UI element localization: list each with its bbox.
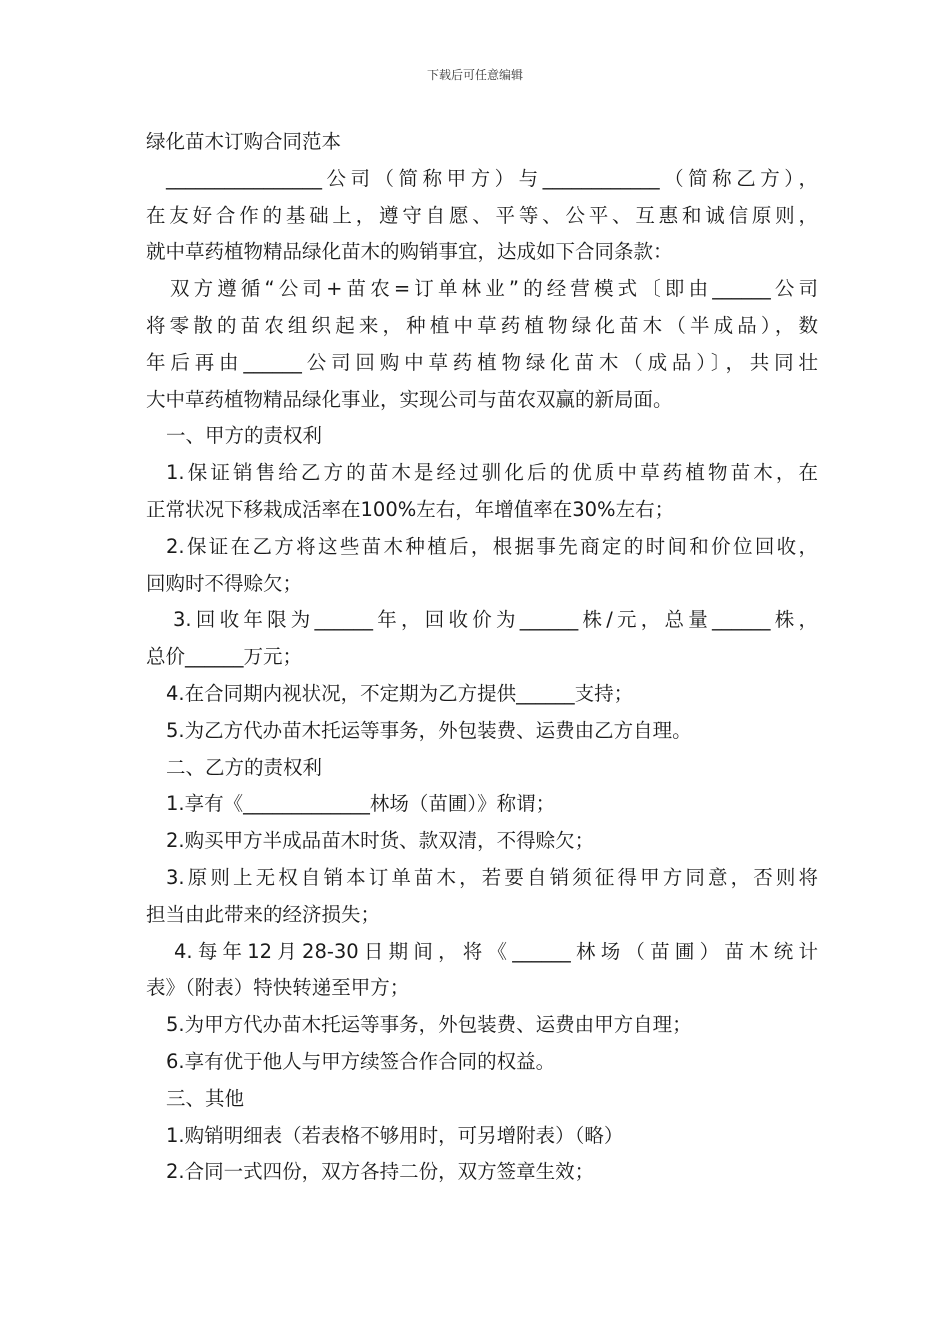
clause-line: 5.为乙方代办苗木托运等事务，外包装费、运费由乙方自理。 xyxy=(166,718,692,742)
section-heading: 一、甲方的责权利 xyxy=(166,424,323,448)
party-line: ________________公司（简称甲方）与____________（简称乙方）， xyxy=(166,166,818,190)
clause-line: 5.为甲方代办苗木托运等事务，外包装费、运费由甲方自理； xyxy=(166,1013,692,1037)
text-line: 双方遵循“公司+苗农=订单林业”的经营模式〔即由______公司 xyxy=(170,277,818,301)
clause-line: 1.享有《_____________林场（苗圃）》称谓； xyxy=(166,792,556,816)
text-line: 就中草药植物精品绿化苗木的购销事宜，达成如下合同条款： xyxy=(146,240,673,264)
clause-line: 担当由此带来的经济损失； xyxy=(146,902,381,926)
clause-line: 表》（附表）特快转递至甲方； xyxy=(146,976,410,1000)
clause-line: 2.保证在乙方将这些苗木种植后，根据事先商定的时间和价位回收， xyxy=(166,534,818,558)
clause-line: 2.购买甲方半成品苗木时货、款双清，不得赊欠； xyxy=(166,829,595,853)
document-title: 绿化苗木订购合同范本 xyxy=(146,130,342,153)
clause-line: 1.保证销售给乙方的苗木是经过驯化后的优质中草药植物苗木，在 xyxy=(166,461,818,485)
clause-line: 2.合同一式四份，双方各持二份，双方签章生效； xyxy=(166,1160,595,1184)
clause-line: 3.回收年限为______年，回收价为______株/元，总量______株， xyxy=(173,608,818,632)
text-line: 年后再由______公司回购中草药植物绿化苗木（成品）〕，共同壮 xyxy=(146,350,818,374)
page-header-note: 下载后可任意编辑 xyxy=(426,68,523,82)
text-line: 在友好合作的基础上，遵守自愿、平等、公平、互惠和诚信原则， xyxy=(146,203,818,227)
clause-line: 4.每年12月28-30日期间，将《______林场（苗圃）苗木统计 xyxy=(174,939,818,963)
clause-line: 正常状况下移栽成活率在100%左右，年增值率在30%左右； xyxy=(146,497,675,521)
clause-line: 4.在合同期内视状况，不定期为乙方提供______支持； xyxy=(166,681,634,705)
section-heading: 三、其他 xyxy=(166,1086,245,1110)
contract-body xyxy=(146,124,818,1191)
clause-line: 总价______万元； xyxy=(146,645,303,669)
clause-line: 3.原则上无权自销本订单苗木，若要自销须征得甲方同意，否则将 xyxy=(166,865,818,889)
clause-line: 1.购销明细表（若表格不够用时，可另增附表）（略） xyxy=(166,1123,624,1147)
text-line: 大中草药植物精品绿化事业，实现公司与苗农双赢的新局面。 xyxy=(146,387,673,411)
section-heading: 二、乙方的责权利 xyxy=(166,755,323,779)
text-line: 将零散的苗农组织起来，种植中草药植物绿化苗木（半成品），数 xyxy=(146,313,818,337)
clause-line: 回购时不得赊欠； xyxy=(146,571,303,595)
clause-line: 6.享有优于他人与甲方续签合作合同的权益。 xyxy=(166,1049,556,1073)
